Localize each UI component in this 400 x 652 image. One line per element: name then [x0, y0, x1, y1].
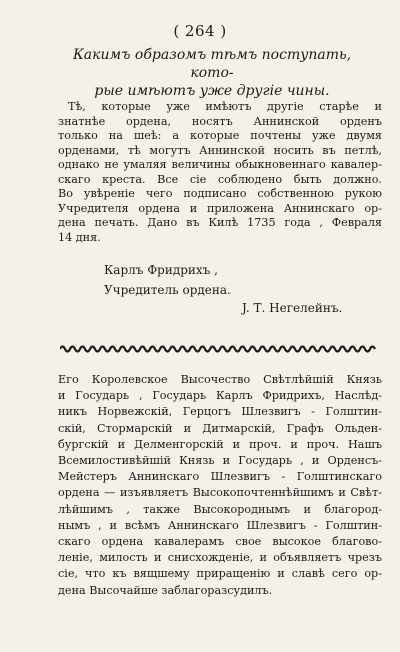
- paragraph-2-line: бургскій и Делменгорскій и проч. и проч. Нашъ: [58, 437, 382, 451]
- paragraph-2-line: ордена — изъявляетъ Высокопочтеннѣйшимъ и Свѣт-: [58, 486, 382, 500]
- section-heading: [52, 46, 372, 100]
- paragraph-2-line: Его Королевское Высочество Свѣтлѣйшій Князь: [58, 373, 382, 386]
- paragraph-1-line: только на шеѣ: а которые почтены уже двумя: [58, 129, 382, 142]
- paragraph-2-line: скій, Стормарскій и Дитмарскій, Графъ Ольден-: [58, 421, 382, 435]
- heading-line-1: Какимъ образомъ тѣмъ поступать, кото-: [72, 47, 352, 81]
- paragraph-1-line: Тѣ, которые уже имѣютъ другіе старѣе и: [68, 100, 382, 113]
- paragraph-1-line: Во увѣреніе чего подписано собственною рукою: [58, 187, 382, 200]
- paragraph-1: [58, 100, 382, 245]
- paragraph-1-line: 14 дня.: [58, 230, 101, 244]
- ornamental-divider: [60, 344, 376, 354]
- paragraph-2-line: никъ Норвежскій, Герцогъ Шлезвигъ - Голштин-: [58, 405, 382, 419]
- page-number: ( 264 ): [173, 22, 227, 40]
- signature-title: Учредитель ордена.: [104, 283, 231, 297]
- signature-countersign: J. Т. Негелейнъ.: [242, 301, 343, 315]
- paragraph-1-line: знатнѣе ордена, носятъ Аннинской орденъ: [58, 114, 382, 128]
- paragraph-2-line: леніе, милость и снисхожденіе, и объявляетъ чрезъ: [58, 551, 382, 565]
- paragraph-2: [58, 372, 382, 599]
- paragraph-2-line: Всемилостивѣйшій Князь и Государь , и Орденсъ-: [58, 454, 382, 468]
- paragraph-2-line: лѣйшимъ , также Высокороднымъ и благород-: [58, 502, 382, 516]
- paragraph-2-line: скаго ордена кавалерамъ свое высокое благово-: [58, 535, 382, 549]
- paragraph-1-line: орденами, тѣ могутъ Аннинской носить въ петлѣ,: [58, 143, 382, 157]
- signature-name: Карлъ Фридрихъ ,: [104, 263, 218, 277]
- paragraph-1-line: дена печать. Дано въ Килѣ 1735 года , Февраля: [58, 216, 382, 229]
- paragraph-2-line: Мейстеръ Аннинскаго Шлезвигъ - Голштинскаго: [58, 470, 382, 484]
- paragraph-2-line: и Государь , Государь Карлъ Фридрихъ, Наслѣд-: [58, 389, 382, 403]
- heading-line-2: рые имѣютъ уже другіе чины.: [94, 83, 330, 99]
- paragraph-2-line: сіе, что къ вящшему приращенію и славѣ сего ор-: [58, 567, 382, 581]
- paragraph-1-line: однако не умаляя величины обыкновеннаго кавалер-: [58, 158, 382, 171]
- paragraph-1-line: Учредителя ордена и приложена Аннинскаго ор-: [58, 201, 382, 215]
- paragraph-2-line: нымъ , и всѣмъ Аннинскаго Шлезвигъ - Голштин-: [58, 518, 382, 532]
- paragraph-1-line: скаго креста. Все сіе соблюдено быть должно.: [58, 172, 382, 186]
- paragraph-2-line: дена Высочайше заблагоразсудилъ.: [58, 583, 273, 597]
